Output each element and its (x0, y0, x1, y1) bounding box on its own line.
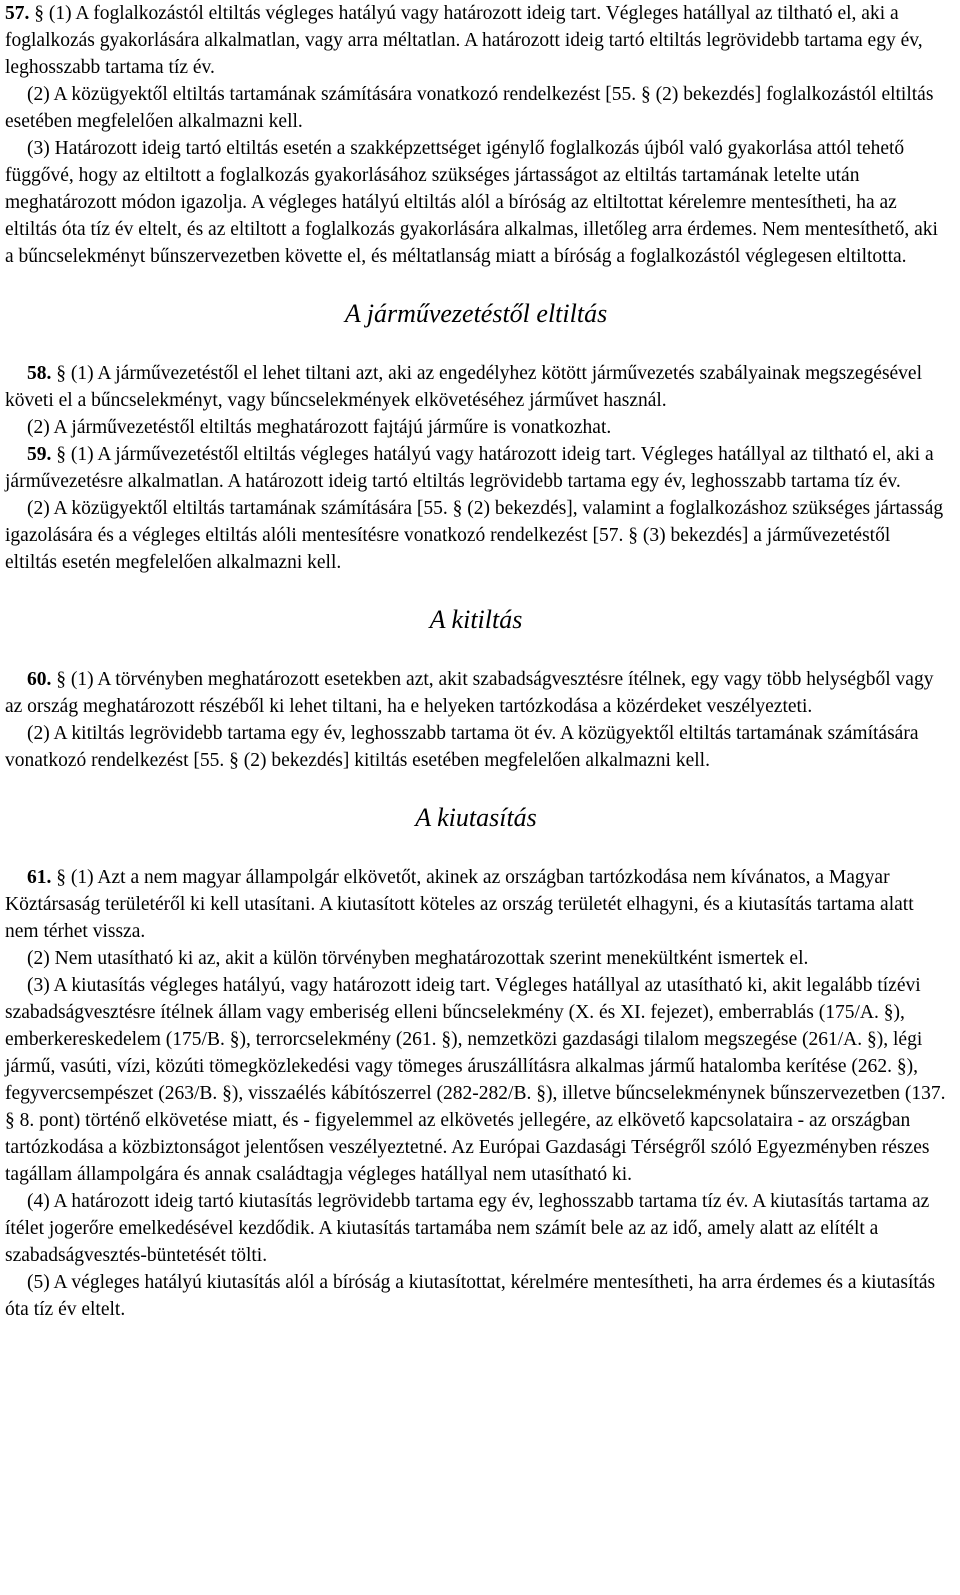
section-60-paragraph-1 (5, 666, 947, 720)
section-60-paragraph-2: (2) A kitiltás legrövidebb tartama egy év, leghosszabb tartama öt év. A közügyektől eltiltás tartamának számítására vonatkozó rendelkezést [55. § (2) bekezdés] kitiltás esetében megfelelően alkalmazni kell. (5, 723, 919, 771)
paragraph-text: § (1) Azt a nem magyar állampolgár elkövetőt, akinek az országban tartózkodása nem kívánatos, a Magyar Köztársaság területéről ki kell utasítani. A kiutasított köteles az ország területét elhagyni, és a kiutasítás tartama alatt nem térhet vissza. (5, 867, 914, 942)
section-number: 57. (5, 3, 30, 24)
section-57-paragraph-3: (3) Határozott ideig tartó eltiltás esetén a szakképzettséget igénylő foglalkozás újból való gyakorlása attól tehető függővé, hogy az eltiltott a foglalkozás gyakorlásához szükséges jártasságot az eltiltás tartamának letelte után meghatározott módon igazolja. A végleges hatályú eltiltás alól a bíróság az eltiltottat kérelemre mentesítheti, ha az eltiltás óta tíz év eltelt, és az eltiltott a foglalkozás gyakorlására alkalmas, illetőleg arra érdemes. Nem mentesíthető, aki a bűncselekményt bűnszervezetben követte el, és méltatlanság miatt a bíróság a foglalkozástól véglegesen eltiltotta. (5, 138, 938, 267)
section-61-paragraph-2: (2) Nem utasítható ki az, akit a külön törvényben meghatározottak szerint menekültként ismertek el. (27, 948, 809, 969)
paragraph-text: § (1) A járművezetéstől el lehet tiltani azt, aki az engedélyhez kötött járművezetés szabályainak megszegésével követi el a bűncselekményt, vagy bűncselekmények elkövetéséhez járművet használ. (5, 363, 923, 411)
section-61-paragraph-1 (5, 864, 947, 945)
section-number: 61. (27, 867, 52, 888)
section-59-paragraph-1 (5, 441, 947, 495)
heading-kitiltas: A kitiltás (429, 605, 523, 634)
paragraph-text: § (1) A foglalkozástól eltiltás végleges hatályú vagy határozott ideig tart. Végleges hatállyal az tiltható el, aki a foglalkozás gyakorlására alkalmatlan, vagy arra méltatlan. A határozott ideig tartó eltiltás legrövidebb tartama egy év, leghosszabb tartama tíz év. (5, 3, 923, 78)
section-58-paragraph-1 (5, 360, 947, 414)
paragraph-text: § (1) A törvényben meghatározott esetekben azt, akit szabadságvesztésre ítélnek, egy vagy több helységből vagy az ország meghatározott részéből ki lehet tiltani, ha e helyeken tartózkodása a közérdeket veszélyezteti. (5, 669, 934, 717)
section-58-paragraph-2: (2) A járművezetéstől eltiltás meghatározott fajtájú járműre is vonatkozhat. (27, 417, 612, 438)
section-number: 59. (27, 444, 52, 465)
document-page (5, 0, 947, 1323)
heading-kiutasitas: A kiutasítás (415, 803, 537, 832)
section-61-paragraph-4: (4) A határozott ideig tartó kiutasítás legrövidebb tartama egy év, leghosszabb tartama tíz év. A kiutasítás tartama az ítélet jogerőre emelkedésével kezdődik. A kiutasítás tartamába nem számít bele az az idő, amely alatt az elítélt a szabadságvesztés-büntetését tölti. (5, 1191, 930, 1266)
section-number: 60. (27, 669, 52, 690)
section-59-paragraph-2: (2) A közügyektől eltiltás tartamának számítására [55. § (2) bekezdés], valamint a foglalkozáshoz szükséges jártasság igazolására és a végleges eltiltás alóli mentesítésre vonatkozó rendelkezést [57. § (3) bekezdés] a járművezetéstől eltiltás esetén megfelelően alkalmazni kell. (5, 498, 944, 573)
heading-jarmuvezetestol-eltiltas: A járművezetéstől eltiltás (344, 299, 608, 328)
section-61-paragraph-3: (3) A kiutasítás végleges hatályú, vagy határozott ideig tart. Végleges hatállyal az utasítható ki, akit legalább tízévi szabadságvesztésre ítélnek állam vagy emberiség elleni bűncselekmény (X. és XI. fejezet), emberrablás (175/A. §), emberkereskedelem (175/B. §), terrorcselekmény (261. §), nemzetközi gazdasági tilalom megszegése (261/A. §), légi jármű, vasúti, vízi, közúti tömegközlekedési vagy tömeges áruszállításra alkalmas jármű hatalomba kerítése (262. §), fegyvercsempészet (263/B. §), visszaélés kábítószerrel (282-282/B. §), illetve bűncselekménynek bűnszervezetben (137. § 8. pont) történő elkövetése miatt, és - figyelemmel az elkövetés jellegére, az elkövető kapcsolataira - az országban tartózkodása a közbiztonságot jelentősen veszélyeztetné. Az Európai Gazdasági Térségről szóló Egyezményben részes tagállam állampolgára és annak családtagja végleges hatállyal nem utasítható ki. (5, 975, 946, 1185)
section-number: 58. (27, 363, 52, 384)
section-57-paragraph-1 (5, 0, 947, 81)
section-57-paragraph-2: (2) A közügyektől eltiltás tartamának számítására vonatkozó rendelkezést [55. § (2) bekezdés] foglalkozástól eltiltás esetében megfelelően alkalmazni kell. (5, 84, 934, 132)
paragraph-text: § (1) A járművezetéstől eltiltás végleges hatályú vagy határozott ideig tart. Végleges hatállyal az tiltható el, aki a járművezetésre alkalmatlan. A határozott ideig tartó eltiltás legrövidebb tartama egy év, leghosszabb tartama tíz év. (5, 444, 934, 492)
section-61-paragraph-5: (5) A végleges hatályú kiutasítás alól a bíróság a kiutasítottat, kérelmére mentesítheti, ha arra érdemes és a kiutasítás óta tíz év eltelt. (5, 1272, 936, 1320)
